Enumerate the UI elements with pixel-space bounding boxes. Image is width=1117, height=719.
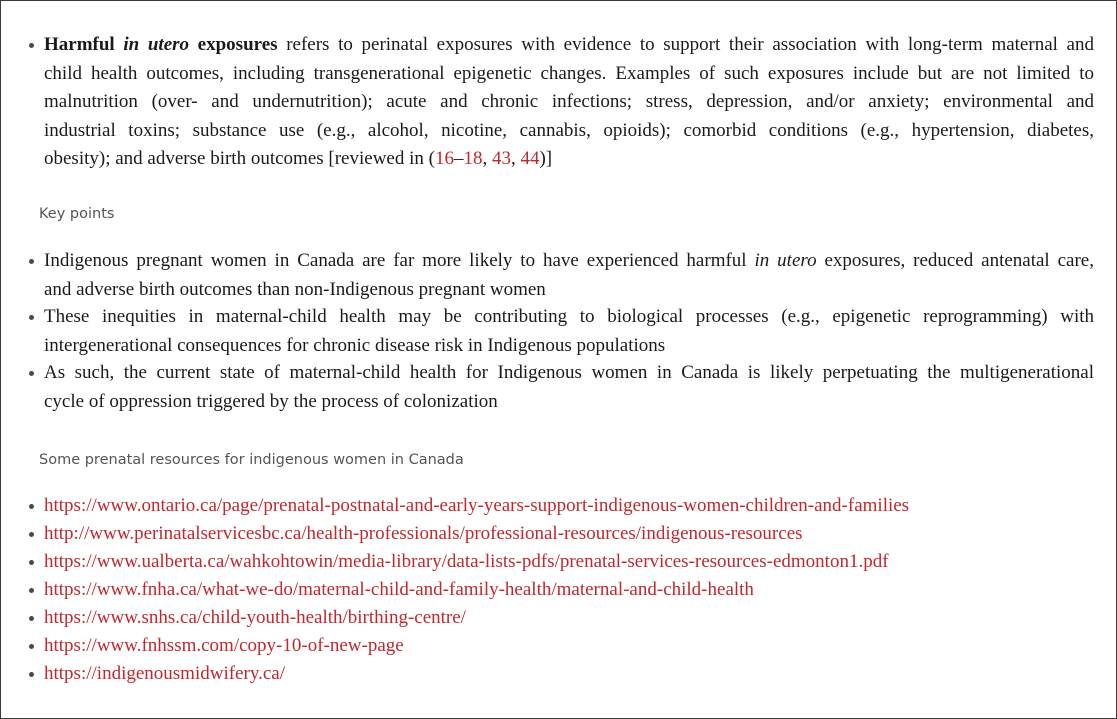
definition-term: Harmful in utero exposures bbox=[44, 34, 278, 55]
definition-line-3: malnutrition (over- and undernutrition); acute and chronic infections; stress, depression, and/or anxiety; environmental and bbox=[44, 91, 1094, 113]
resource-link[interactable]: https://www.fnha.ca/what-we-do/maternal-child-and-family-health/maternal-and-child-health bbox=[44, 576, 754, 604]
bullet-dot bbox=[29, 644, 34, 649]
bullet-dot bbox=[29, 616, 34, 621]
bullet-dot bbox=[29, 43, 34, 48]
bullet-dot bbox=[29, 315, 34, 320]
key-point-1: Indigenous pregnant women in Canada are far more likely to have experienced harmful in utero exposures, reduced antenatal care, and adverse birth outcomes than non-Indigenous pregnant women bbox=[44, 247, 1094, 304]
key-points-heading: Key points bbox=[39, 206, 115, 222]
reference-link[interactable]: 44 bbox=[520, 148, 540, 170]
resource-link[interactable]: https://www.snhs.ca/child-youth-health/birthing-centre/ bbox=[44, 604, 466, 632]
reference-link[interactable]: 16 bbox=[434, 148, 454, 170]
definition-line-2: child health outcomes, including transgenerational epigenetic changes. Examples of such exposures include but are not limited to bbox=[44, 62, 1094, 84]
resources-heading: Some prenatal resources for indigenous women in Canada bbox=[39, 452, 464, 468]
definition-bullet bbox=[44, 31, 1094, 174]
bullet-dot bbox=[29, 504, 34, 509]
definition-line-5: obesity); and adverse birth outcomes [reviewed in (16–18, 43, 44)] bbox=[44, 148, 553, 170]
resource-link[interactable]: https://www.ualberta.ca/wahkohtowin/media-library/data-lists-pdfs/prenatal-services-resources-edmonton1.pdf bbox=[44, 548, 889, 576]
bullet-dot bbox=[29, 588, 34, 593]
bullet-dot bbox=[29, 259, 34, 264]
definition-line-1: Harmful in utero exposures refers to perinatal exposures with evidence to support their association with long-term maternal and bbox=[44, 34, 1094, 55]
resource-link[interactable]: http://www.perinatalservicesbc.ca/health-professionals/professional-resources/indigenous-resources bbox=[44, 520, 803, 548]
key-point-2: These inequities in maternal-child health may be contributing to biological processes (e.g., epigenetic reprogramming) with intergenerational consequences for chronic disease risk in Indigenous populations bbox=[44, 303, 1094, 360]
key-point-3: As such, the current state of maternal-child health for Indigenous women in Canada is likely perpetuating the multigenerational cycle of oppression triggered by the process of colonization bbox=[44, 359, 1094, 416]
bullet-dot bbox=[29, 371, 34, 376]
reference-link[interactable]: 18 bbox=[463, 148, 483, 170]
resource-link[interactable]: https://indigenousmidwifery.ca/ bbox=[44, 660, 285, 688]
reference-link[interactable]: 43 bbox=[491, 148, 511, 170]
bullet-dot bbox=[29, 560, 34, 565]
resource-link[interactable]: https://www.fnhssm.com/copy-10-of-new-page bbox=[44, 632, 404, 660]
bullet-dot bbox=[29, 672, 34, 677]
definition-line-4: industrial toxins; substance use (e.g., alcohol, nicotine, cannabis, opioids); comorbid conditions (e.g., hypertension, diabetes, bbox=[44, 119, 1094, 141]
bullet-dot bbox=[29, 532, 34, 537]
resource-link[interactable]: https://www.ontario.ca/page/prenatal-postnatal-and-early-years-support-indigenous-women-children-and-families bbox=[44, 492, 909, 520]
